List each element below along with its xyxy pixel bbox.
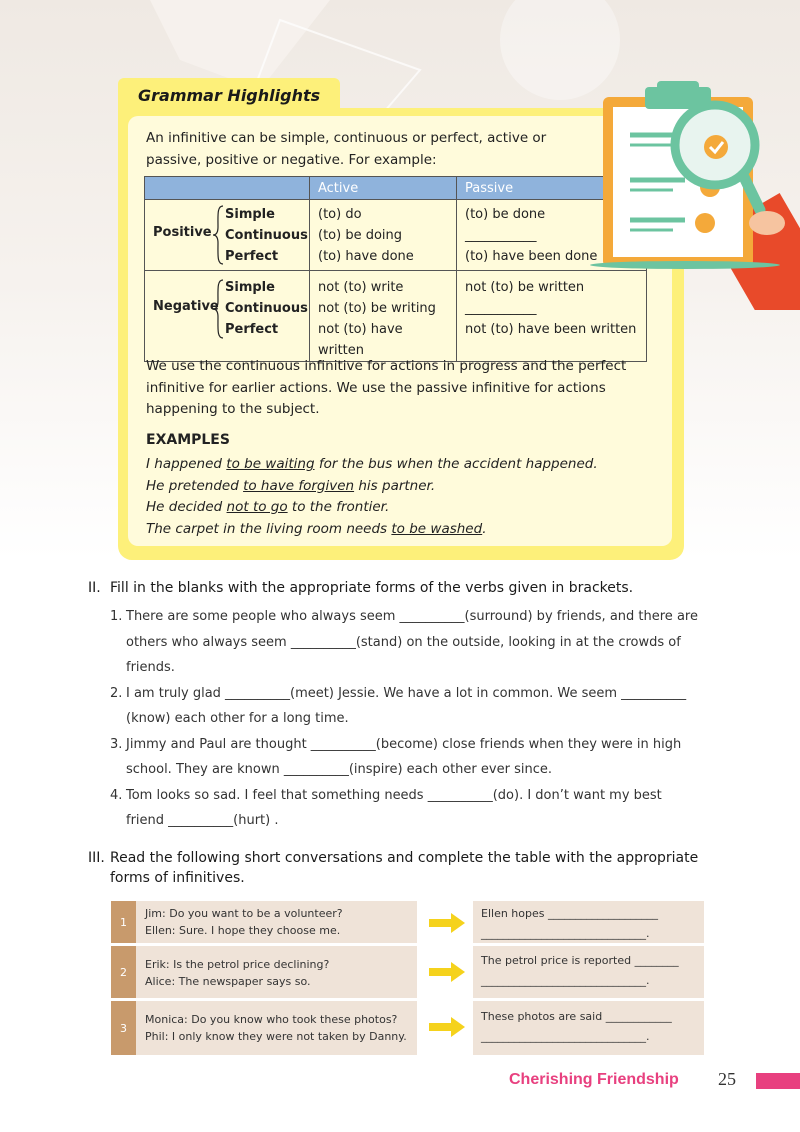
item-line: school. They are known __________(inspire) each other ever since. (126, 762, 552, 777)
page-number: 25 (718, 1069, 736, 1089)
header-passive: Passive (457, 177, 647, 200)
grammar-title: Grammar Highlights (138, 86, 321, 105)
example-sentence: I happened to be waiting for the bus when the accident happened. (146, 456, 598, 472)
row-number: 3 (111, 1001, 136, 1055)
list-item (110, 604, 710, 681)
negative-label: Negative (153, 299, 219, 314)
answer-line: The petrol price is reported ________ (481, 954, 679, 967)
conversation-line: Ellen: Sure. I hope they choose me. (145, 924, 341, 937)
conversation-line: Alice: The newspaper says so. (145, 975, 311, 988)
answer-line: ______________________________. (481, 1030, 650, 1043)
negative-passive-perfect: not (to) have been written (465, 322, 637, 337)
item-line: Jimmy and Paul are thought __________(become) close friends when they were in high (126, 736, 682, 752)
negative-passive-simple: not (to) be written (465, 280, 585, 295)
conversation-line: Monica: Do you know who took these photos? (145, 1013, 398, 1026)
arrow-right-icon (429, 1017, 465, 1037)
footer-accent-bar (756, 1073, 800, 1089)
negative-passive-continuous: ___________ (465, 301, 537, 316)
conversation (145, 905, 343, 939)
exercise-3-text: Read the following short conversations and complete the table with the appropriate forms of infinitives. (110, 850, 699, 886)
positive-active-perfect: (to) have done (318, 249, 414, 264)
answer-line: These photos are said ____________ (481, 1010, 672, 1023)
positive-active-cell (310, 200, 457, 271)
negative-forms (225, 277, 308, 340)
clipboard-magnifier-icon (585, 75, 800, 310)
conversation (145, 1011, 407, 1045)
exercise-2-text: Fill in the blanks with the appropriate forms of the verbs given in brackets. (110, 580, 634, 596)
answer-line: Ellen hopes ____________________ (481, 907, 658, 920)
list-item (110, 681, 710, 732)
negative-active-continuous: not (to) be writing (318, 301, 436, 316)
negative-active-cell (310, 271, 457, 362)
item-line: I am truly glad __________(meet) Jessie. We have a lot in common. We seem __________ (126, 685, 687, 701)
table-row (111, 946, 704, 998)
grammar-note: We use the continuous infinitive for actions in progress and the perfect infinitive for earlier actions. We use the passive infinitive for actions happening to the subject. (146, 358, 627, 417)
grammar-intro: An infinitive can be simple, continuous or perfect, active or passive, positive or negative. For example: (146, 130, 547, 168)
form-continuous: Continuous (225, 228, 308, 243)
positive-passive-perfect: (to) have been done (465, 249, 598, 264)
positive-active-continuous: (to) be doing (318, 228, 403, 243)
positive-passive-simple: (to) be done (465, 207, 546, 222)
exercise-3-table (111, 901, 704, 1055)
examples-heading: EXAMPLES (146, 432, 230, 448)
footer-title: Cherishing Friendship (509, 1071, 679, 1088)
answer-line: ______________________________. (481, 927, 650, 940)
exercise-2-heading (88, 578, 633, 598)
negative-label-cell (145, 271, 310, 362)
list-item (110, 783, 710, 834)
infinitive-table (144, 176, 647, 362)
exercise-2-list (110, 604, 710, 834)
example-sentence: He pretended to have forgiven his partner. (146, 477, 436, 494)
answer-line: ______________________________. (481, 974, 650, 987)
exercise-3-heading (88, 848, 728, 888)
positive-forms (225, 204, 308, 267)
examples-list (146, 454, 646, 540)
form-simple: Simple (225, 207, 275, 222)
positive-label: Positive (153, 225, 212, 240)
arrow-right-icon (429, 913, 465, 933)
item-number: 3. (110, 736, 123, 752)
form-perfect: Perfect (225, 249, 279, 264)
item-line: friends. (126, 660, 175, 675)
answer-blank (481, 951, 679, 991)
form-perfect: Perfect (225, 322, 279, 337)
item-line: others who always seem __________(stand) on the outside, looking in at the crowds of (126, 634, 681, 650)
form-continuous: Continuous (225, 301, 308, 316)
item-number: 1. (110, 609, 123, 624)
negative-active-simple: not (to) write (318, 280, 404, 295)
conversation-line: Phil: I only know they were not taken by Danny. (145, 1030, 407, 1043)
conversation-line: Jim: Do you want to be a volunteer? (145, 907, 343, 920)
example-sentence: He decided not to go to the frontier. (146, 499, 390, 515)
arrow-right-icon (429, 962, 465, 982)
negative-active-perfect: not (to) have written (318, 322, 403, 358)
exercise-2-number: II. (88, 580, 101, 596)
exercise-3-number: III. (88, 850, 105, 866)
answer-blank (481, 904, 658, 944)
answer-blank (481, 1007, 672, 1047)
conversation (145, 956, 329, 990)
row-number: 2 (111, 946, 136, 998)
positive-label-cell (145, 200, 310, 271)
positive-active-simple: (to) do (318, 207, 362, 222)
table-row (111, 1001, 704, 1055)
item-number: 2. (110, 685, 123, 701)
positive-passive-continuous: ___________ (465, 228, 537, 243)
example-sentence: The carpet in the living room needs to be washed. (146, 520, 487, 537)
table-row (111, 901, 704, 943)
item-number: 4. (110, 787, 123, 803)
item-line: friend __________(hurt) . (126, 813, 279, 828)
table-corner (145, 177, 310, 200)
list-item (110, 732, 710, 783)
item-line: (know) each other for a long time. (126, 711, 349, 726)
item-line: Tom looks so sad. I feel that something needs __________(do). I don’t want my best (126, 787, 662, 803)
form-simple: Simple (225, 280, 275, 295)
conversation-line: Erik: Is the petrol price declining? (145, 958, 330, 971)
item-line: There are some people who always seem __________(surround) by friends, and there are (126, 609, 698, 624)
header-active: Active (310, 177, 457, 200)
row-number: 1 (111, 901, 136, 943)
